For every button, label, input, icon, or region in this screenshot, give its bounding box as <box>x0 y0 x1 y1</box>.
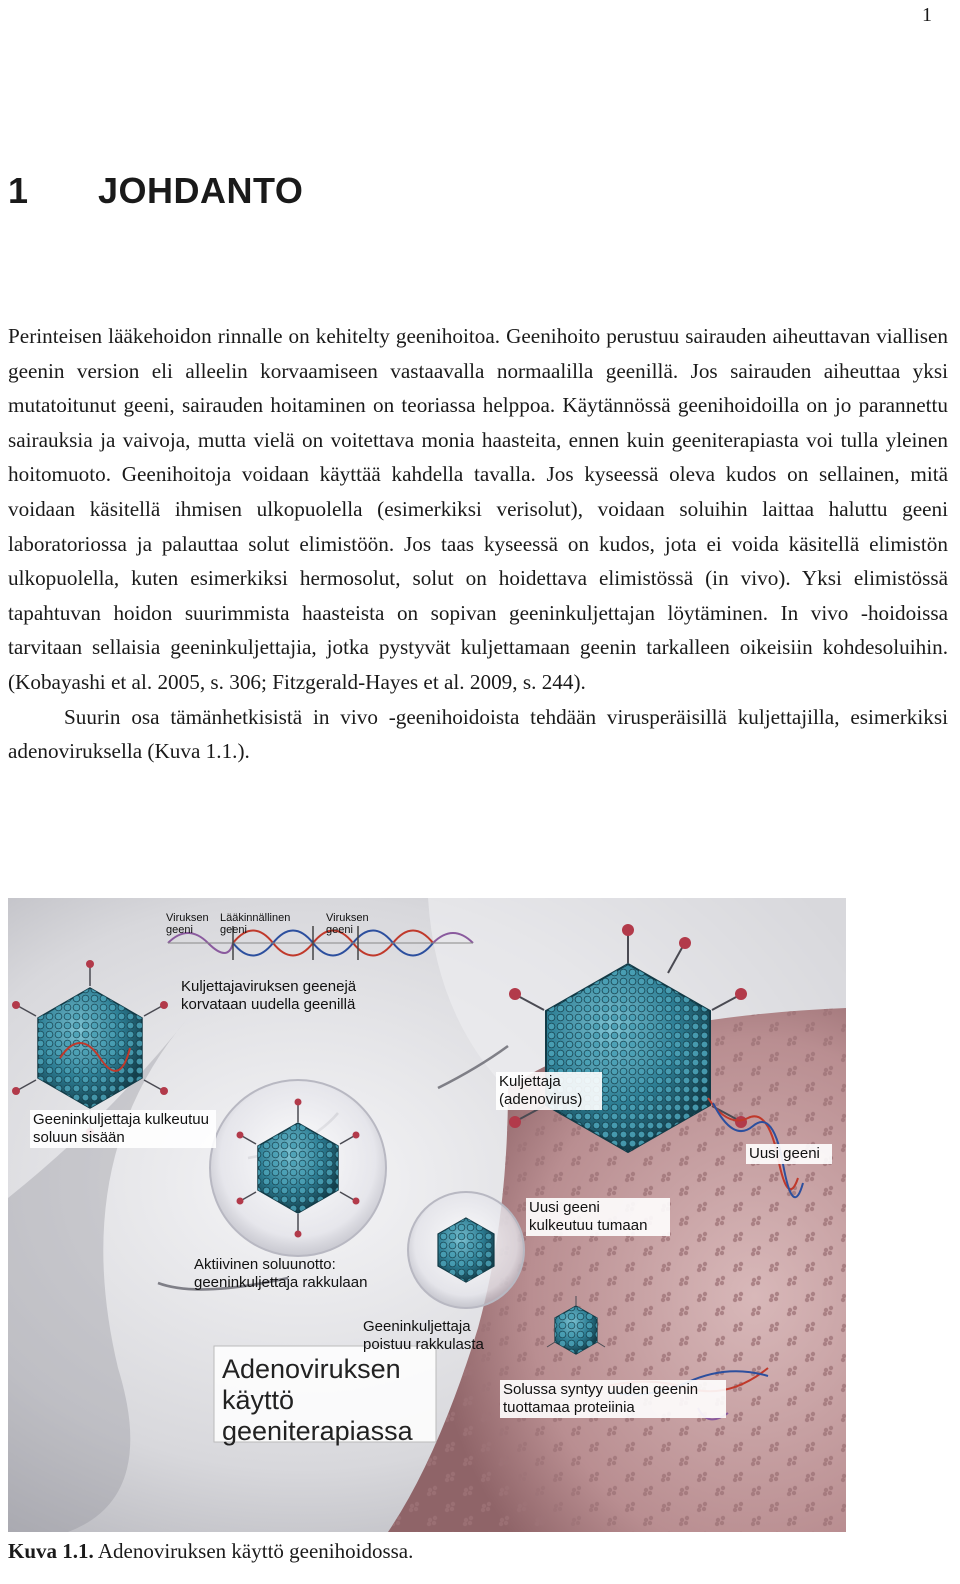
paragraph-1: Perinteisen lääkehoidon rinnalle on kehitelty geenihoitoa. Geenihoito perustuu sairauden aiheuttavan viallisen geenin version eli alleelin korvaamiseen vastaavalla normaalilla geenillä. Jos sairauden aiheuttaa yksi mutatoitunut geeni, sairauden hoitaminen on teoriassa helppoa. Käytännössä geenihoidoilla on jo parannettu sairauksia ja vaivoja, mutta vielä on voitettava monia haasteita, ennen kuin geeniterapiasta voi tulla yleinen hoitomuoto. Geenihoitoja voidaan käyttää kahdella tavalla. Jos kyseessä oleva kudos on sellainen, mitä voidaan käsitellä ihmisen ulkopuolella (esimerkiksi verisolut), voidaan soluihin laittaa haluttu geeni laboratoriossa ja palauttaa solut elimistöön. Jos taas kyseessä on kudos, jota ei voida käsitellä elimistön ulkopuolella, kuten esimerkiksi hermosolut, solut on hoidettava elimistössä (in vivo). Yksi elimistössä tapahtuvan hoidon suurimmista haasteista on sopivan geeninkuljettajan löytäminen. In vivo -hoidoissa tarvitaan sellaisia geeninkuljettajia, jotka pystyvät kuljettamaan geenin tarkalleen oikeisiin kohdesoluihin. (Kobayashi et al. 2005, s. 306; Fitzgerald-Hayes et al. 2009, s. 244). <box>8 324 948 694</box>
page-number: 1 <box>922 4 932 26</box>
label-to-nucleus: Uusi geeni kulkeutuu tumaan <box>526 1198 670 1236</box>
label-replace-genes: Kuljettajaviruksen geenejä korvataan uudella geenillä <box>181 978 357 1013</box>
chapter-title: JOHDANTO <box>98 170 304 211</box>
label-new-gene: Uusi geeni <box>746 1144 832 1164</box>
label-virus-gene-right: Viruksen geeni <box>326 912 369 936</box>
label-leaves-vesicle: Geeninkuljettaja poistuu rakkulasta <box>363 1318 484 1353</box>
label-uptake: Aktiivinen soluunotto: geeninkuljettaja rakkulaan <box>194 1256 368 1291</box>
label-enters-cell: Geeninkuljettaja kulkeutuu soluun sisään <box>30 1110 216 1148</box>
chapter-number: 1 <box>8 170 29 211</box>
adenovirus-figure <box>8 898 846 1532</box>
chapter-heading <box>8 170 303 212</box>
label-virus-gene-left: Viruksen geeni <box>166 912 209 936</box>
label-protein: Solussa syntyy uuden geenin tuottamaa proteiinia <box>500 1380 726 1418</box>
caption-text: Adenoviruksen käyttö geenihoidossa. <box>93 1539 414 1563</box>
body-text <box>8 319 948 769</box>
figure-title: Adenoviruksen käyttö geeniterapiassa <box>222 1354 413 1446</box>
label-carrier: Kuljettaja (adenovirus) <box>496 1072 602 1110</box>
figure-caption <box>8 1539 413 1564</box>
label-therapeutic-gene: Lääkinnällinen geeni <box>220 912 291 936</box>
caption-label: Kuva 1.1. <box>8 1539 94 1563</box>
paragraph-2: Suurin osa tämänhetkisistä in vivo -geenihoidoista tehdään virusperäisillä kuljettajilla, esimerkiksi adenoviruksella (Kuva 1.1.). <box>8 704 948 764</box>
